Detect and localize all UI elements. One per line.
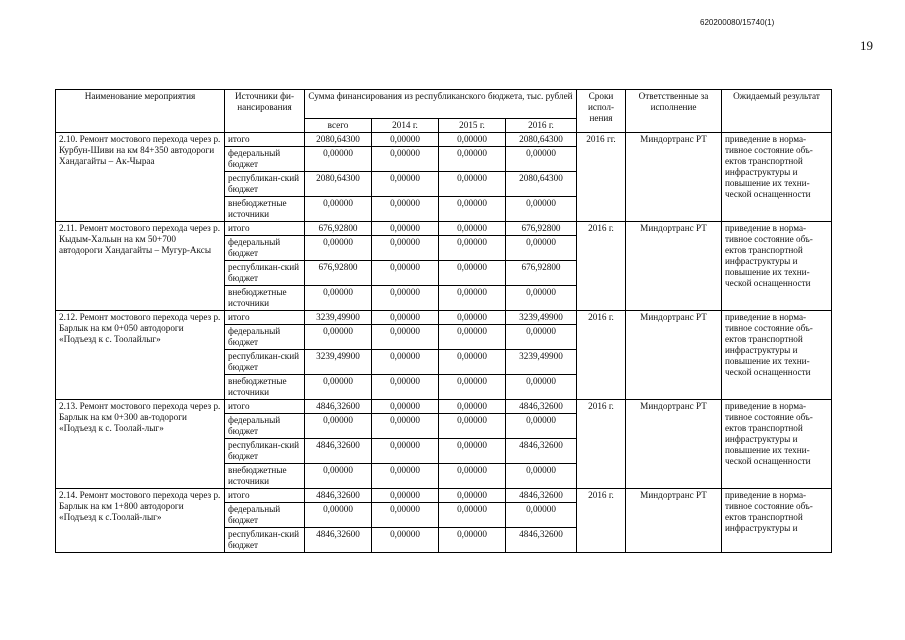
- amount-2015: 0,00000: [439, 147, 506, 172]
- responsible-party: Миндортранс РТ: [626, 489, 722, 553]
- funding-source: федеральный бюджет: [225, 414, 305, 439]
- amount-total: 676,92800: [305, 222, 372, 236]
- amount-2014: 0,00000: [372, 222, 439, 236]
- amount-2014: 0,00000: [372, 528, 439, 553]
- amount-total: 0,00000: [305, 414, 372, 439]
- funding-source: республикан-ский бюджет: [225, 261, 305, 286]
- header-2015: 2015 г.: [439, 119, 506, 133]
- amount-total: 4846,32600: [305, 528, 372, 553]
- amount-total: 0,00000: [305, 464, 372, 489]
- amount-2015: 0,00000: [439, 400, 506, 414]
- document-id: 620200080/15740(1): [700, 18, 775, 27]
- funding-source: федеральный бюджет: [225, 236, 305, 261]
- funding-source: итого: [225, 489, 305, 503]
- responsible-party: Миндортранс РТ: [626, 400, 722, 489]
- header-2014: 2014 г.: [372, 119, 439, 133]
- amount-2014: 0,00000: [372, 503, 439, 528]
- financing-table: [55, 89, 832, 553]
- expected-result: приведение в норма-тивное состояние объ-ектов транспортной инфраструктуры и повышение их техни-ческой оснащенности: [722, 311, 832, 400]
- amount-total: 0,00000: [305, 236, 372, 261]
- funding-source: республикан-ский бюджет: [225, 528, 305, 553]
- amount-2015: 0,00000: [439, 375, 506, 400]
- header-terms: Сроки испол-нения: [577, 90, 626, 133]
- amount-2015: 0,00000: [439, 439, 506, 464]
- header-measure: Наименование мероприятия: [56, 90, 225, 133]
- amount-2016: 3239,49900: [506, 350, 577, 375]
- amount-total: 2080,64300: [305, 133, 372, 147]
- amount-2016: 0,00000: [506, 414, 577, 439]
- amount-2016: 676,92800: [506, 222, 577, 236]
- amount-2015: 0,00000: [439, 503, 506, 528]
- amount-2015: 0,00000: [439, 528, 506, 553]
- funding-source: республикан-ский бюджет: [225, 439, 305, 464]
- header-total: всего: [305, 119, 372, 133]
- amount-total: 0,00000: [305, 503, 372, 528]
- funding-source: внебюджетные источники: [225, 464, 305, 489]
- funding-source: федеральный бюджет: [225, 147, 305, 172]
- amount-total: 4846,32600: [305, 439, 372, 464]
- expected-result: приведение в норма-тивное состояние объ-ектов транспортной инфраструктуры и повышение их техни-ческой оснащенности: [722, 133, 832, 222]
- amount-2016: 676,92800: [506, 261, 577, 286]
- execution-term: 2016 г.: [577, 489, 626, 553]
- table-row: [56, 222, 832, 236]
- header-2016: 2016 г.: [506, 119, 577, 133]
- amount-2015: 0,00000: [439, 236, 506, 261]
- amount-total: 4846,32600: [305, 400, 372, 414]
- amount-total: 4846,32600: [305, 489, 372, 503]
- amount-total: 0,00000: [305, 286, 372, 311]
- amount-2015: 0,00000: [439, 414, 506, 439]
- table-row: [56, 311, 832, 325]
- execution-term: 2016 гг.: [577, 133, 626, 222]
- amount-2016: 0,00000: [506, 236, 577, 261]
- amount-2016: 2080,64300: [506, 133, 577, 147]
- amount-2014: 0,00000: [372, 400, 439, 414]
- amount-2015: 0,00000: [439, 172, 506, 197]
- header-funding: Сумма финансирования из республиканского бюджета, тыс. рублей: [305, 90, 577, 119]
- funding-source: внебюджетные источники: [225, 286, 305, 311]
- amount-total: 676,92800: [305, 261, 372, 286]
- amount-total: 0,00000: [305, 147, 372, 172]
- amount-total: 3239,49900: [305, 311, 372, 325]
- amount-2016: 3239,49900: [506, 311, 577, 325]
- measure-name: 2.10. Ремонт мостового перехода через р. Курбун-Шиви на км 84+350 автодороги Хандагайты – Ак-Чыраа: [56, 133, 225, 222]
- execution-term: 2016 г.: [577, 311, 626, 400]
- amount-2015: 0,00000: [439, 311, 506, 325]
- amount-total: 2080,64300: [305, 172, 372, 197]
- table-row: [56, 400, 832, 414]
- amount-2016: 4846,32600: [506, 528, 577, 553]
- amount-2015: 0,00000: [439, 350, 506, 375]
- funding-source: итого: [225, 222, 305, 236]
- execution-term: 2016 г.: [577, 222, 626, 311]
- execution-term: 2016 г.: [577, 400, 626, 489]
- expected-result: приведение в норма-тивное состояние объ-ектов транспортной инфраструктуры и повышение их техни-ческой оснащенности: [722, 222, 832, 311]
- amount-2015: 0,00000: [439, 489, 506, 503]
- amount-2016: 4846,32600: [506, 400, 577, 414]
- amount-2014: 0,00000: [372, 414, 439, 439]
- measure-name: 2.12. Ремонт мостового перехода через р. Барлык на км 0+050 автодороги «Подъезд к с. Тоолайлыг»: [56, 311, 225, 400]
- amount-total: 0,00000: [305, 325, 372, 350]
- funding-source: итого: [225, 400, 305, 414]
- funding-source: внебюджетные источники: [225, 375, 305, 400]
- amount-2014: 0,00000: [372, 439, 439, 464]
- header-responsible: Ответственные за исполнение: [626, 90, 722, 133]
- amount-2015: 0,00000: [439, 286, 506, 311]
- funding-source: республикан-ский бюджет: [225, 350, 305, 375]
- amount-2014: 0,00000: [372, 261, 439, 286]
- funding-source: республикан-ский бюджет: [225, 172, 305, 197]
- table-row: [56, 133, 832, 147]
- amount-2016: 4846,32600: [506, 489, 577, 503]
- amount-2014: 0,00000: [372, 147, 439, 172]
- measure-name: 2.11. Ремонт мостового перехода через р. Кыдым-Хальын на км 50+700 автодороги Хандагайты – Мугур-Аксы: [56, 222, 225, 311]
- funding-source: федеральный бюджет: [225, 325, 305, 350]
- expected-result: приведение в норма-тивное состояние объ-ектов транспортной инфраструктуры и повышение их техни-ческой оснащенности: [722, 400, 832, 489]
- amount-2014: 0,00000: [372, 286, 439, 311]
- amount-2016: 0,00000: [506, 325, 577, 350]
- amount-2014: 0,00000: [372, 197, 439, 222]
- amount-2016: 0,00000: [506, 464, 577, 489]
- amount-2015: 0,00000: [439, 133, 506, 147]
- funding-source: внебюджетные источники: [225, 197, 305, 222]
- page-number: 19: [860, 38, 873, 53]
- funding-source: итого: [225, 311, 305, 325]
- amount-2014: 0,00000: [372, 464, 439, 489]
- amount-2014: 0,00000: [372, 375, 439, 400]
- amount-2014: 0,00000: [372, 311, 439, 325]
- amount-total: 3239,49900: [305, 350, 372, 375]
- amount-2016: 0,00000: [506, 147, 577, 172]
- amount-2016: 4846,32600: [506, 439, 577, 464]
- amount-2015: 0,00000: [439, 464, 506, 489]
- measure-name: 2.14. Ремонт мостового перехода через р. Барлык на км 1+800 автодороги «Подъезд к с.Тоолай-лыг»: [56, 489, 225, 553]
- amount-total: 0,00000: [305, 197, 372, 222]
- funding-source: итого: [225, 133, 305, 147]
- amount-total: 0,00000: [305, 375, 372, 400]
- amount-2015: 0,00000: [439, 197, 506, 222]
- amount-2014: 0,00000: [372, 172, 439, 197]
- amount-2016: 0,00000: [506, 197, 577, 222]
- amount-2016: 2080,64300: [506, 172, 577, 197]
- expected-result: приведение в норма-тивное состояние объ-ектов транспортной инфраструктуры и: [722, 489, 832, 553]
- responsible-party: Миндортранс РТ: [626, 311, 722, 400]
- amount-2014: 0,00000: [372, 133, 439, 147]
- responsible-party: Миндортранс РТ: [626, 222, 722, 311]
- amount-2016: 0,00000: [506, 286, 577, 311]
- amount-2014: 0,00000: [372, 236, 439, 261]
- table-row: [56, 489, 832, 503]
- measure-name: 2.13. Ремонт мостового перехода через р. Барлык на км 0+300 ав-тодороги «Подъезд к с. Тоолай-лыг»: [56, 400, 225, 489]
- amount-2016: 0,00000: [506, 503, 577, 528]
- amount-2014: 0,00000: [372, 489, 439, 503]
- header-sources: Источники фи-нансирования: [225, 90, 305, 133]
- amount-2016: 0,00000: [506, 375, 577, 400]
- amount-2015: 0,00000: [439, 261, 506, 286]
- amount-2014: 0,00000: [372, 350, 439, 375]
- responsible-party: Миндортранс РТ: [626, 133, 722, 222]
- funding-source: федеральный бюджет: [225, 503, 305, 528]
- header-result: Ожидаемый результат: [722, 90, 832, 133]
- amount-2014: 0,00000: [372, 325, 439, 350]
- amount-2015: 0,00000: [439, 222, 506, 236]
- amount-2015: 0,00000: [439, 325, 506, 350]
